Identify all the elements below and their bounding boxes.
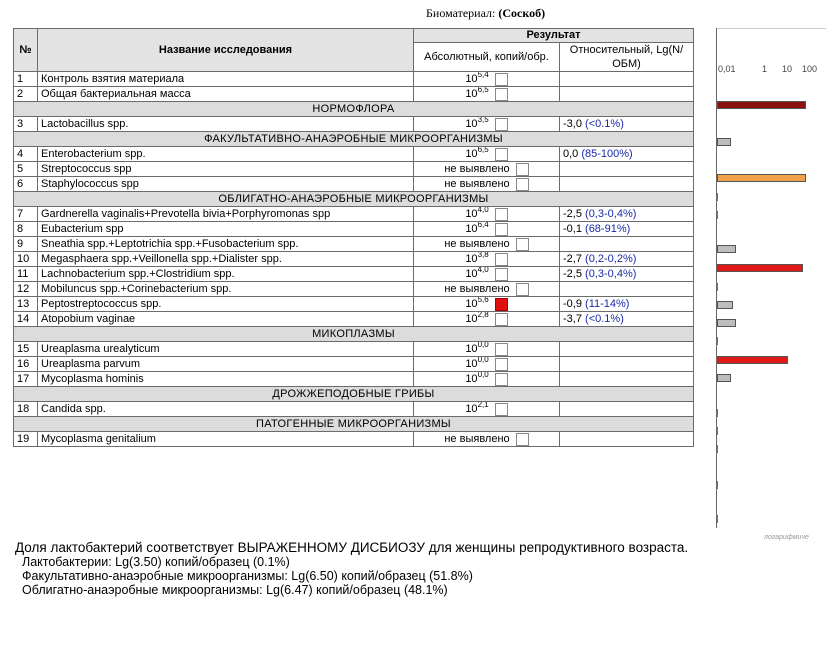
rel-value	[560, 342, 694, 357]
col-abs-header: Абсолютный, копий/обр.	[414, 43, 560, 72]
rel-value	[560, 117, 694, 132]
table-row	[14, 282, 694, 297]
exponent: 0,0	[477, 341, 489, 349]
row-number: 13	[14, 297, 38, 312]
flag-checkbox	[495, 298, 508, 311]
rel-value	[560, 87, 694, 102]
exponent: 4,0	[477, 266, 489, 274]
tick-label: 0,01	[718, 64, 736, 74]
section-title: ОБЛИГАТНО-АНАЭРОБНЫЕ МИКРООРГАНИЗМЫ	[14, 192, 694, 207]
abs-value	[414, 267, 560, 282]
exponent: 0,0	[477, 371, 489, 379]
test-name: Mobiluncus spp.+Corinebacterium spp.	[38, 282, 414, 297]
not-detected: не выявлено	[444, 283, 510, 295]
section-row	[14, 102, 694, 117]
section-title: НОРМОФЛОРА	[14, 102, 694, 117]
rel-value	[560, 207, 694, 222]
tick-label: 10	[782, 64, 793, 74]
table-row	[14, 147, 694, 162]
bar-row-10	[717, 301, 733, 309]
table-row	[14, 357, 694, 372]
rel-lg: -2,5	[563, 208, 582, 220]
bar-row-3	[717, 138, 731, 146]
table-row	[14, 432, 694, 447]
row-number: 19	[14, 432, 38, 447]
test-name: Megasphaera spp.+Veillonella spp.+Dialister spp.	[38, 252, 414, 267]
bar-row-5	[717, 193, 718, 201]
test-name: Sneathia spp.+Leptotrichia spp.+Fusobacterium spp.	[38, 237, 414, 252]
abs-value	[414, 432, 560, 447]
base: 10	[465, 208, 478, 220]
abs-value	[414, 282, 560, 297]
rel-range: (<0.1%)	[585, 118, 624, 130]
flag-checkbox	[516, 163, 529, 176]
rel-value	[560, 72, 694, 87]
row-number: 5	[14, 162, 38, 177]
section-row	[14, 192, 694, 207]
section-title: ПАТОГЕННЫЕ МИКРООРГАНИЗМЫ	[14, 417, 694, 432]
col-rel-header: Относительный, Lg(N/ОБМ)	[560, 43, 694, 72]
exponent: 6,4	[477, 221, 489, 229]
flag-checkbox	[495, 208, 508, 221]
not-detected: не выявлено	[444, 433, 510, 445]
table-row	[14, 222, 694, 237]
exponent: 2,8	[477, 311, 489, 319]
rel-range: (<0.1%)	[585, 313, 624, 325]
exponent: 6,5	[477, 86, 489, 94]
table-row	[14, 237, 694, 252]
row-number: 15	[14, 342, 38, 357]
rel-lg: -0,9	[563, 298, 582, 310]
bar-row-13	[717, 356, 788, 364]
abs-value	[414, 207, 560, 222]
row-number: 1	[14, 72, 38, 87]
test-name: Candida spp.	[38, 402, 414, 417]
rel-range: (85-100%)	[581, 148, 633, 160]
rel-range: (0,2-0,2%)	[585, 253, 637, 265]
base: 10	[465, 343, 478, 355]
rel-lg: -2,7	[563, 253, 582, 265]
base: 10	[465, 298, 478, 310]
table-row	[14, 207, 694, 222]
test-name: Gardnerella vaginalis+Prevotella bivia+Porphyromonas spp	[38, 207, 414, 222]
flag-checkbox	[516, 283, 529, 296]
lactobacteria-summary: Лактобактерии: Lg(3.50) копий/образец (0.1%)	[22, 555, 290, 569]
table-row	[14, 297, 694, 312]
col-name-header: Название исследования	[38, 29, 414, 72]
rel-value	[560, 402, 694, 417]
flag-checkbox	[495, 343, 508, 356]
base: 10	[465, 253, 478, 265]
test-name: Staphylococcus spp	[38, 177, 414, 192]
section-row	[14, 327, 694, 342]
test-name: Eubacterium spp	[38, 222, 414, 237]
not-detected: не выявлено	[444, 178, 510, 190]
row-number: 9	[14, 237, 38, 252]
rel-value	[560, 372, 694, 387]
obligate-summary: Облигатно-анаэробные микроорганизмы: Lg(6.47) копий/образец (48.1%)	[22, 583, 448, 597]
test-name: Контроль взятия материала	[38, 72, 414, 87]
exponent: 2,1	[477, 401, 489, 409]
flag-checkbox	[495, 88, 508, 101]
bar-row-17	[717, 445, 718, 453]
section-row	[14, 417, 694, 432]
test-name: Ureaplasma parvum	[38, 357, 414, 372]
biomaterial-value: (Соскоб)	[498, 6, 546, 20]
abs-value	[414, 177, 560, 192]
bar-row-18	[717, 481, 718, 489]
flag-checkbox	[516, 238, 529, 251]
log-scale-note: логарифмиче	[764, 534, 809, 541]
facultative-summary: Факультативно-анаэробные микроорганизмы: Lg(6.50) копий/образец (51.8%)	[22, 569, 473, 583]
rel-value	[560, 282, 694, 297]
flag-checkbox	[495, 223, 508, 236]
rel-value	[560, 147, 694, 162]
bar-row-9	[717, 283, 718, 291]
rel-range: (11-14%)	[585, 298, 630, 310]
base: 10	[465, 223, 478, 235]
row-number: 16	[14, 357, 38, 372]
row-number: 18	[14, 402, 38, 417]
flag-checkbox	[516, 433, 529, 446]
table-row	[14, 402, 694, 417]
rel-value	[560, 222, 694, 237]
results-table	[13, 28, 694, 447]
abs-value	[414, 162, 560, 177]
bar-row-11	[717, 319, 736, 327]
row-number: 7	[14, 207, 38, 222]
abs-value	[414, 402, 560, 417]
exponent: 0,0	[477, 356, 489, 364]
base: 10	[465, 148, 478, 160]
test-name: Mycoplasma genitalium	[38, 432, 414, 447]
results-body	[14, 72, 694, 447]
flag-checkbox	[495, 358, 508, 371]
base: 10	[465, 73, 478, 85]
base: 10	[465, 88, 478, 100]
rel-value	[560, 237, 694, 252]
row-number: 11	[14, 267, 38, 282]
test-name: Mycoplasma hominis	[38, 372, 414, 387]
flag-checkbox	[495, 73, 508, 86]
conclusion-text: Доля лактобактерий соответствует ВЫРАЖЕННОМУ ДИСБИОЗУ для женщины репродуктивного возраста.	[15, 540, 689, 555]
tick-label: 100	[802, 64, 818, 74]
exponent: 4,0	[477, 206, 489, 214]
bar-row-14	[717, 374, 731, 382]
abs-value	[414, 297, 560, 312]
base: 10	[465, 118, 478, 130]
test-name: Atopobium vaginae	[38, 312, 414, 327]
biomaterial-line	[426, 6, 545, 21]
test-name: Lactobacillus spp.	[38, 117, 414, 132]
chart-top-line	[716, 28, 826, 29]
table-row	[14, 72, 694, 87]
test-name: Streptococcus spp	[38, 162, 414, 177]
flag-checkbox	[495, 253, 508, 266]
base: 10	[465, 268, 478, 280]
rel-lg: -3,0	[563, 118, 582, 130]
section-title: ДРОЖЖЕПОДОБНЫЕ ГРИБЫ	[14, 387, 694, 402]
exponent: 5,6	[477, 296, 489, 304]
row-number: 10	[14, 252, 38, 267]
section-title: ФАКУЛЬТАТИВНО-АНАЭРОБНЫЕ МИКРООРГАНИЗМЫ	[14, 132, 694, 147]
abs-value	[414, 117, 560, 132]
abs-value	[414, 372, 560, 387]
col-number-header: №	[14, 29, 38, 72]
flag-checkbox	[495, 118, 508, 131]
row-number: 14	[14, 312, 38, 327]
tick-label: 1	[762, 64, 768, 74]
abs-value	[414, 222, 560, 237]
table-row	[14, 177, 694, 192]
rel-value	[560, 297, 694, 312]
base: 10	[465, 358, 478, 370]
biomaterial-label: Биоматериал:	[426, 6, 496, 20]
rel-range: (68-91%)	[585, 223, 631, 235]
abs-value	[414, 72, 560, 87]
table-row	[14, 117, 694, 132]
flag-checkbox	[495, 373, 508, 386]
col-result-header: Результат	[414, 29, 694, 43]
rel-value	[560, 357, 694, 372]
test-name: Общая бактериальная масса	[38, 87, 414, 102]
rel-lg: 0,0	[563, 148, 579, 160]
bar-row-4	[717, 174, 806, 182]
bar-row-19	[717, 515, 718, 523]
bar-row-15	[717, 409, 718, 417]
abs-value	[414, 87, 560, 102]
bar-row-6	[717, 211, 718, 219]
row-number: 17	[14, 372, 38, 387]
abs-value	[414, 312, 560, 327]
test-name: Peptostreptococcus spp.	[38, 297, 414, 312]
table-row	[14, 162, 694, 177]
row-number: 12	[14, 282, 38, 297]
rel-range: (0,3-0,4%)	[585, 208, 637, 220]
flag-checkbox	[516, 178, 529, 191]
not-detected: не выявлено	[444, 163, 510, 175]
bar-row-7	[717, 245, 736, 253]
rel-lg: -3,7	[563, 313, 582, 325]
test-name: Ureaplasma urealyticum	[38, 342, 414, 357]
rel-lg: -0,1	[563, 223, 582, 235]
table-row	[14, 372, 694, 387]
bar-row-16	[717, 427, 718, 435]
table-row	[14, 267, 694, 282]
row-number: 2	[14, 87, 38, 102]
conclusion-block	[15, 541, 688, 597]
flag-checkbox	[495, 313, 508, 326]
table-row	[14, 252, 694, 267]
rel-value	[560, 252, 694, 267]
base: 10	[465, 313, 478, 325]
bar-row-8	[717, 264, 803, 272]
rel-range: (0,3-0,4%)	[585, 268, 637, 280]
exponent: 5,4	[477, 71, 489, 79]
exponent: 3,5	[477, 116, 489, 124]
bar-row-2	[717, 101, 806, 109]
table-row	[14, 342, 694, 357]
rel-value	[560, 432, 694, 447]
bar-row-12	[717, 337, 718, 345]
row-number: 4	[14, 147, 38, 162]
abs-value	[414, 147, 560, 162]
exponent: 3,8	[477, 251, 489, 259]
table-row	[14, 87, 694, 102]
abs-value	[414, 237, 560, 252]
test-name: Lachnobacterium spp.+Clostridium spp.	[38, 267, 414, 282]
base: 10	[465, 403, 478, 415]
abs-value	[414, 357, 560, 372]
section-title: МИКОПЛАЗМЫ	[14, 327, 694, 342]
log-bar-chart	[706, 28, 826, 541]
abs-value	[414, 252, 560, 267]
row-number: 3	[14, 117, 38, 132]
rel-value	[560, 267, 694, 282]
section-row	[14, 132, 694, 147]
test-name: Enterobacterium spp.	[38, 147, 414, 162]
table-row	[14, 312, 694, 327]
row-number: 6	[14, 177, 38, 192]
abs-value	[414, 342, 560, 357]
rel-value	[560, 312, 694, 327]
section-row	[14, 387, 694, 402]
exponent: 6,5	[477, 146, 489, 154]
rel-value	[560, 177, 694, 192]
flag-checkbox	[495, 148, 508, 161]
flag-checkbox	[495, 268, 508, 281]
rel-lg: -2,5	[563, 268, 582, 280]
row-number: 8	[14, 222, 38, 237]
base: 10	[465, 373, 478, 385]
not-detected: не выявлено	[444, 238, 510, 250]
flag-checkbox	[495, 403, 508, 416]
rel-value	[560, 162, 694, 177]
